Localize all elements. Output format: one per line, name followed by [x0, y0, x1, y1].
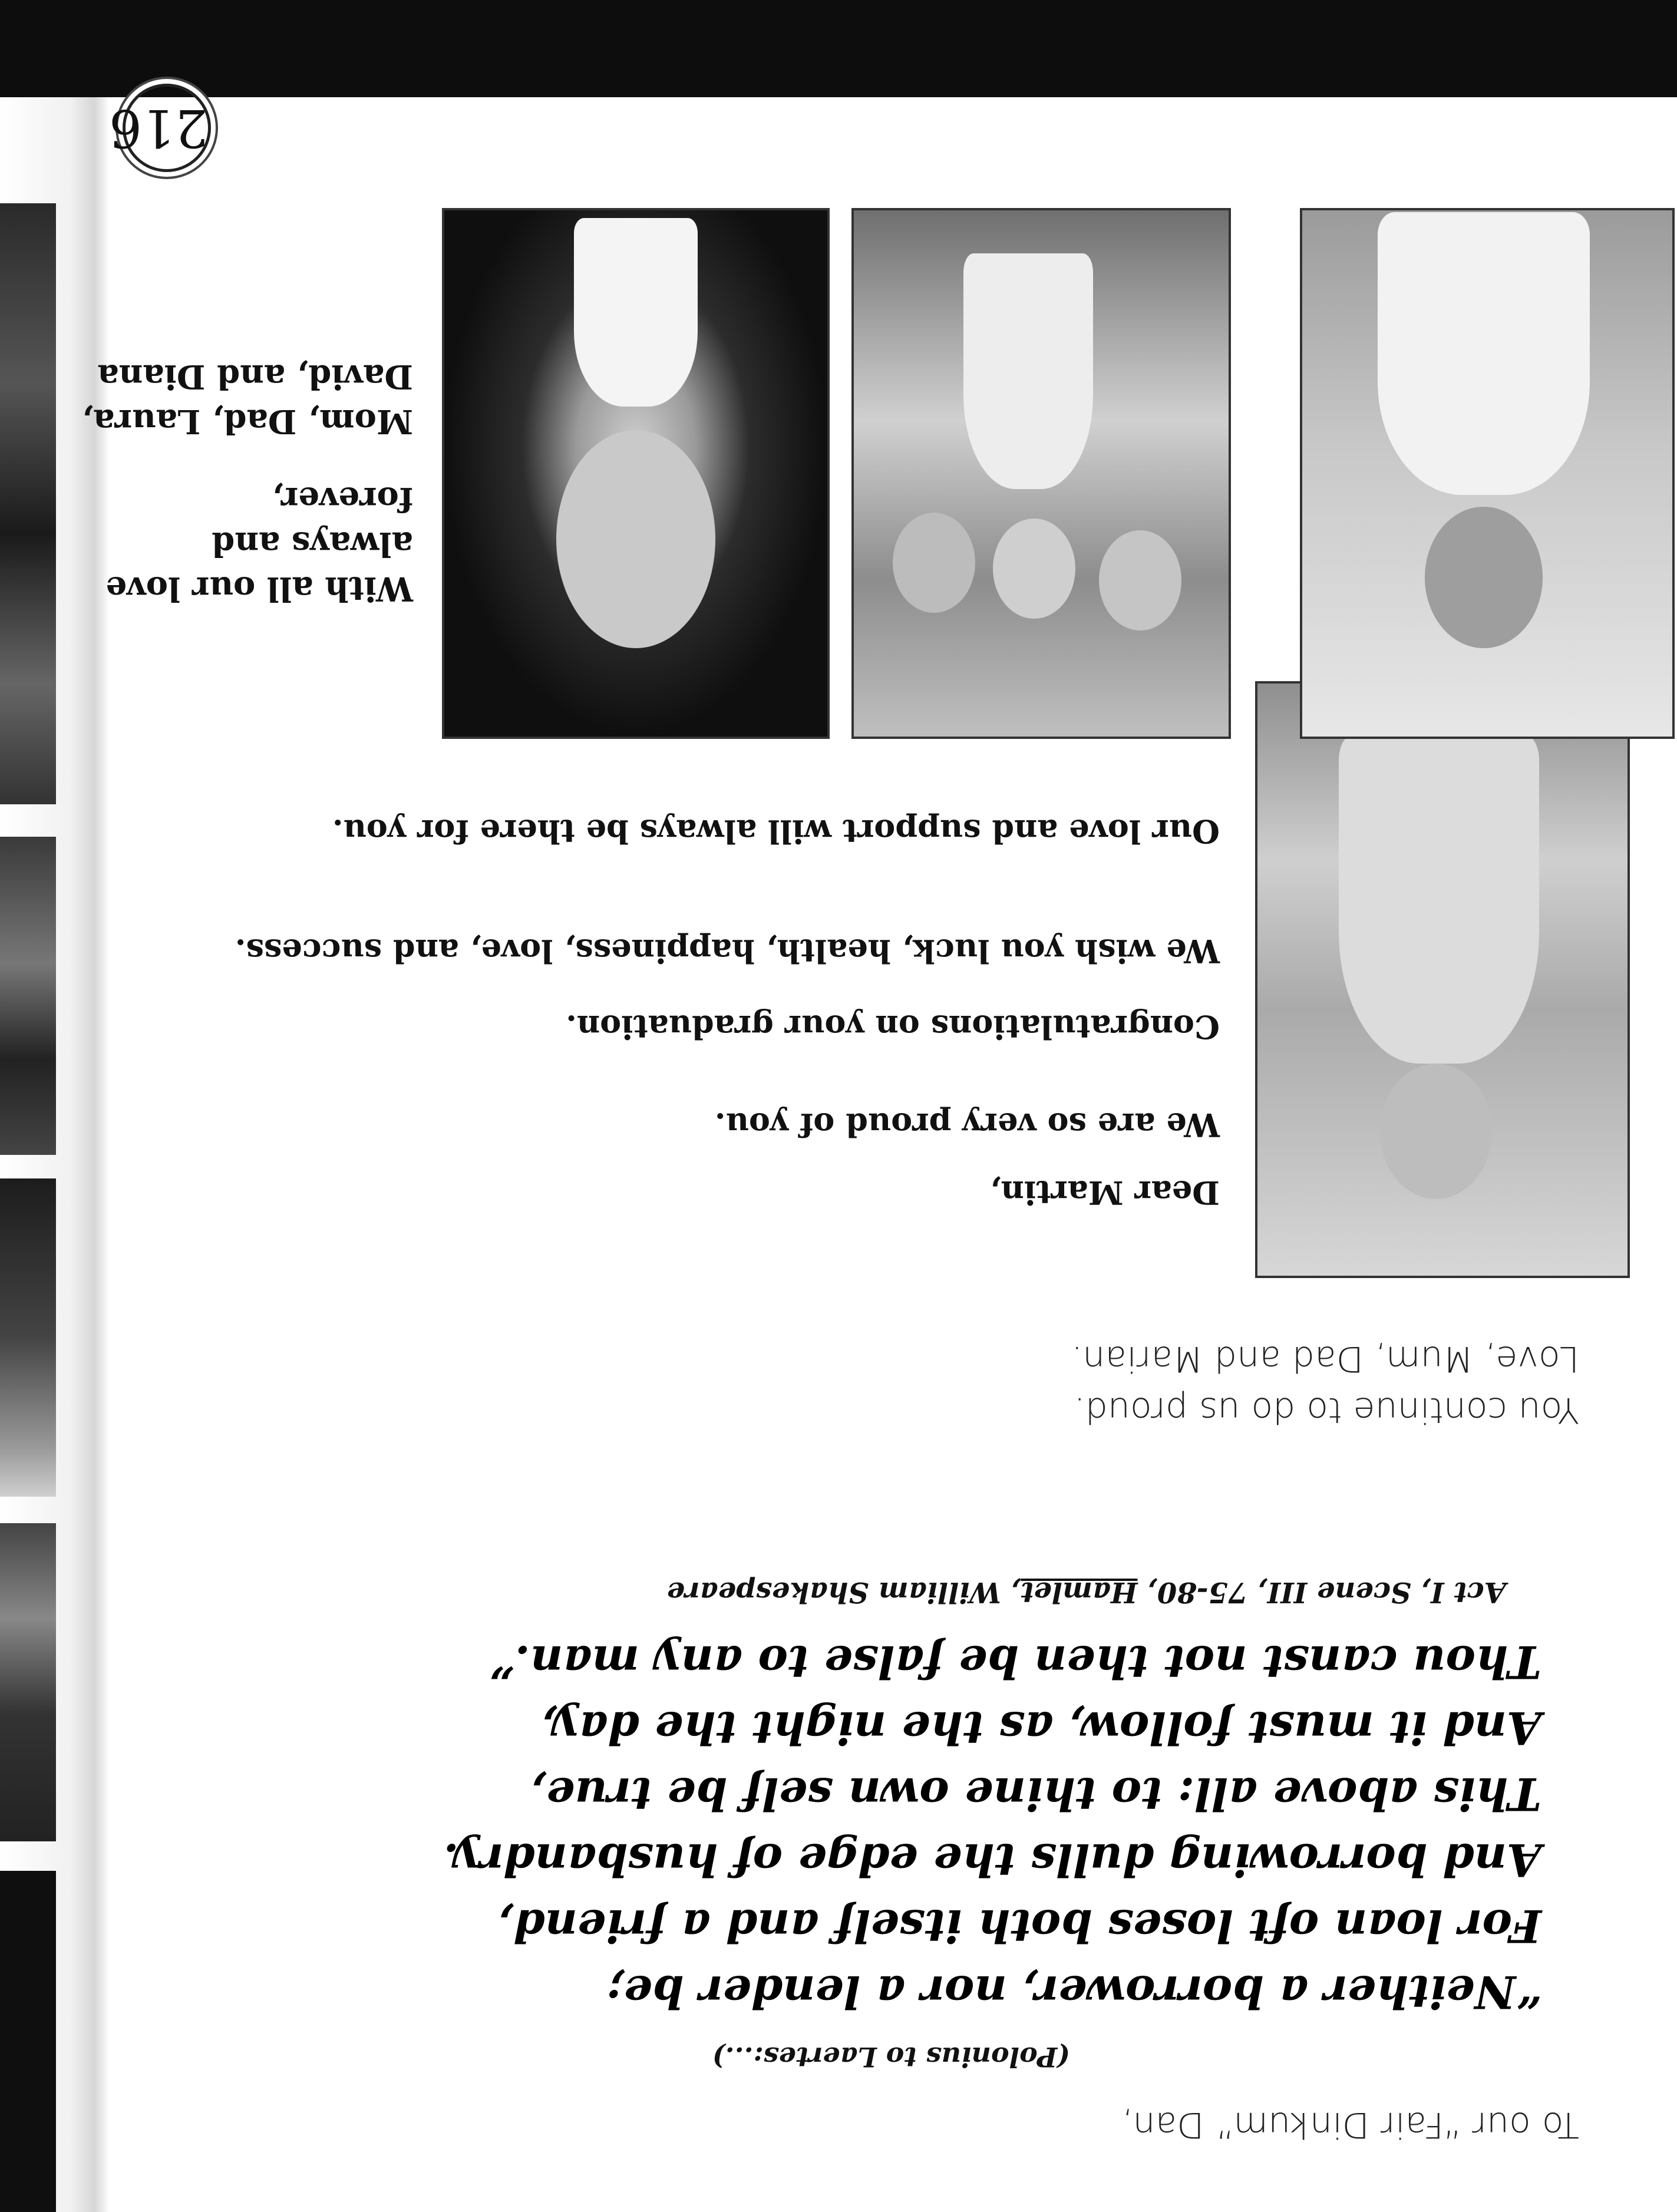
- closing-line: always and: [212, 524, 413, 563]
- quote-line: “Neither a borrower, nor a lender be;: [607, 1966, 1541, 2018]
- closing-line: David, and Diana: [97, 357, 413, 396]
- closing-line: With all our love: [105, 569, 413, 608]
- letter-line: Congratulations on your graduation.: [566, 1008, 1220, 1046]
- attribution-work: Hamlet: [1021, 1576, 1138, 1609]
- letter-line: We are so very proud of you.: [714, 1106, 1220, 1144]
- quote-intro: (Polonius to Laertes:...): [712, 2041, 1070, 2073]
- dedication-line: Love, Mum, Dad and Marian.: [1071, 1338, 1579, 1379]
- quote-line: For loan oft loses both itself and a friend,: [498, 1900, 1541, 1952]
- letter-salutation: Dear Martin,: [989, 1174, 1220, 1211]
- letter-line: We wish you luck, health, happiness, love, and success.: [235, 932, 1220, 970]
- letter-line: Our love and support will always be there for you.: [332, 813, 1220, 850]
- attribution-suffix: , William Shakespeare: [666, 1576, 1021, 1609]
- dedication-addressee: To our “Fair Dinkum” Dan,: [1121, 2104, 1579, 2145]
- closing-line: forever,: [272, 480, 413, 519]
- quote-attribution: [667, 1576, 1506, 1609]
- photo-martin-portrait: [442, 208, 830, 739]
- photo-martin-childhood-1: [1255, 681, 1630, 1278]
- quote-line: This above all: to thine own self be true,: [530, 1768, 1541, 1820]
- page-number: 216: [123, 84, 211, 172]
- quote-line: And it must follow, as the night the day,: [542, 1702, 1541, 1754]
- dedication-line: You continue to do us proud.: [1074, 1389, 1579, 1431]
- attribution-prefix: Act I, Scene III, 75-80,: [1137, 1576, 1506, 1609]
- photo-martin-childhood-2: [1300, 208, 1675, 739]
- quote-line: Thou canst not then be false to any man.”: [488, 1636, 1541, 1688]
- photo-martin-group: [851, 208, 1231, 739]
- quote-line: And borrowing dulls the edge of husbandry.: [443, 1834, 1541, 1886]
- closing-line: Mom, Dad, Laura,: [81, 402, 413, 441]
